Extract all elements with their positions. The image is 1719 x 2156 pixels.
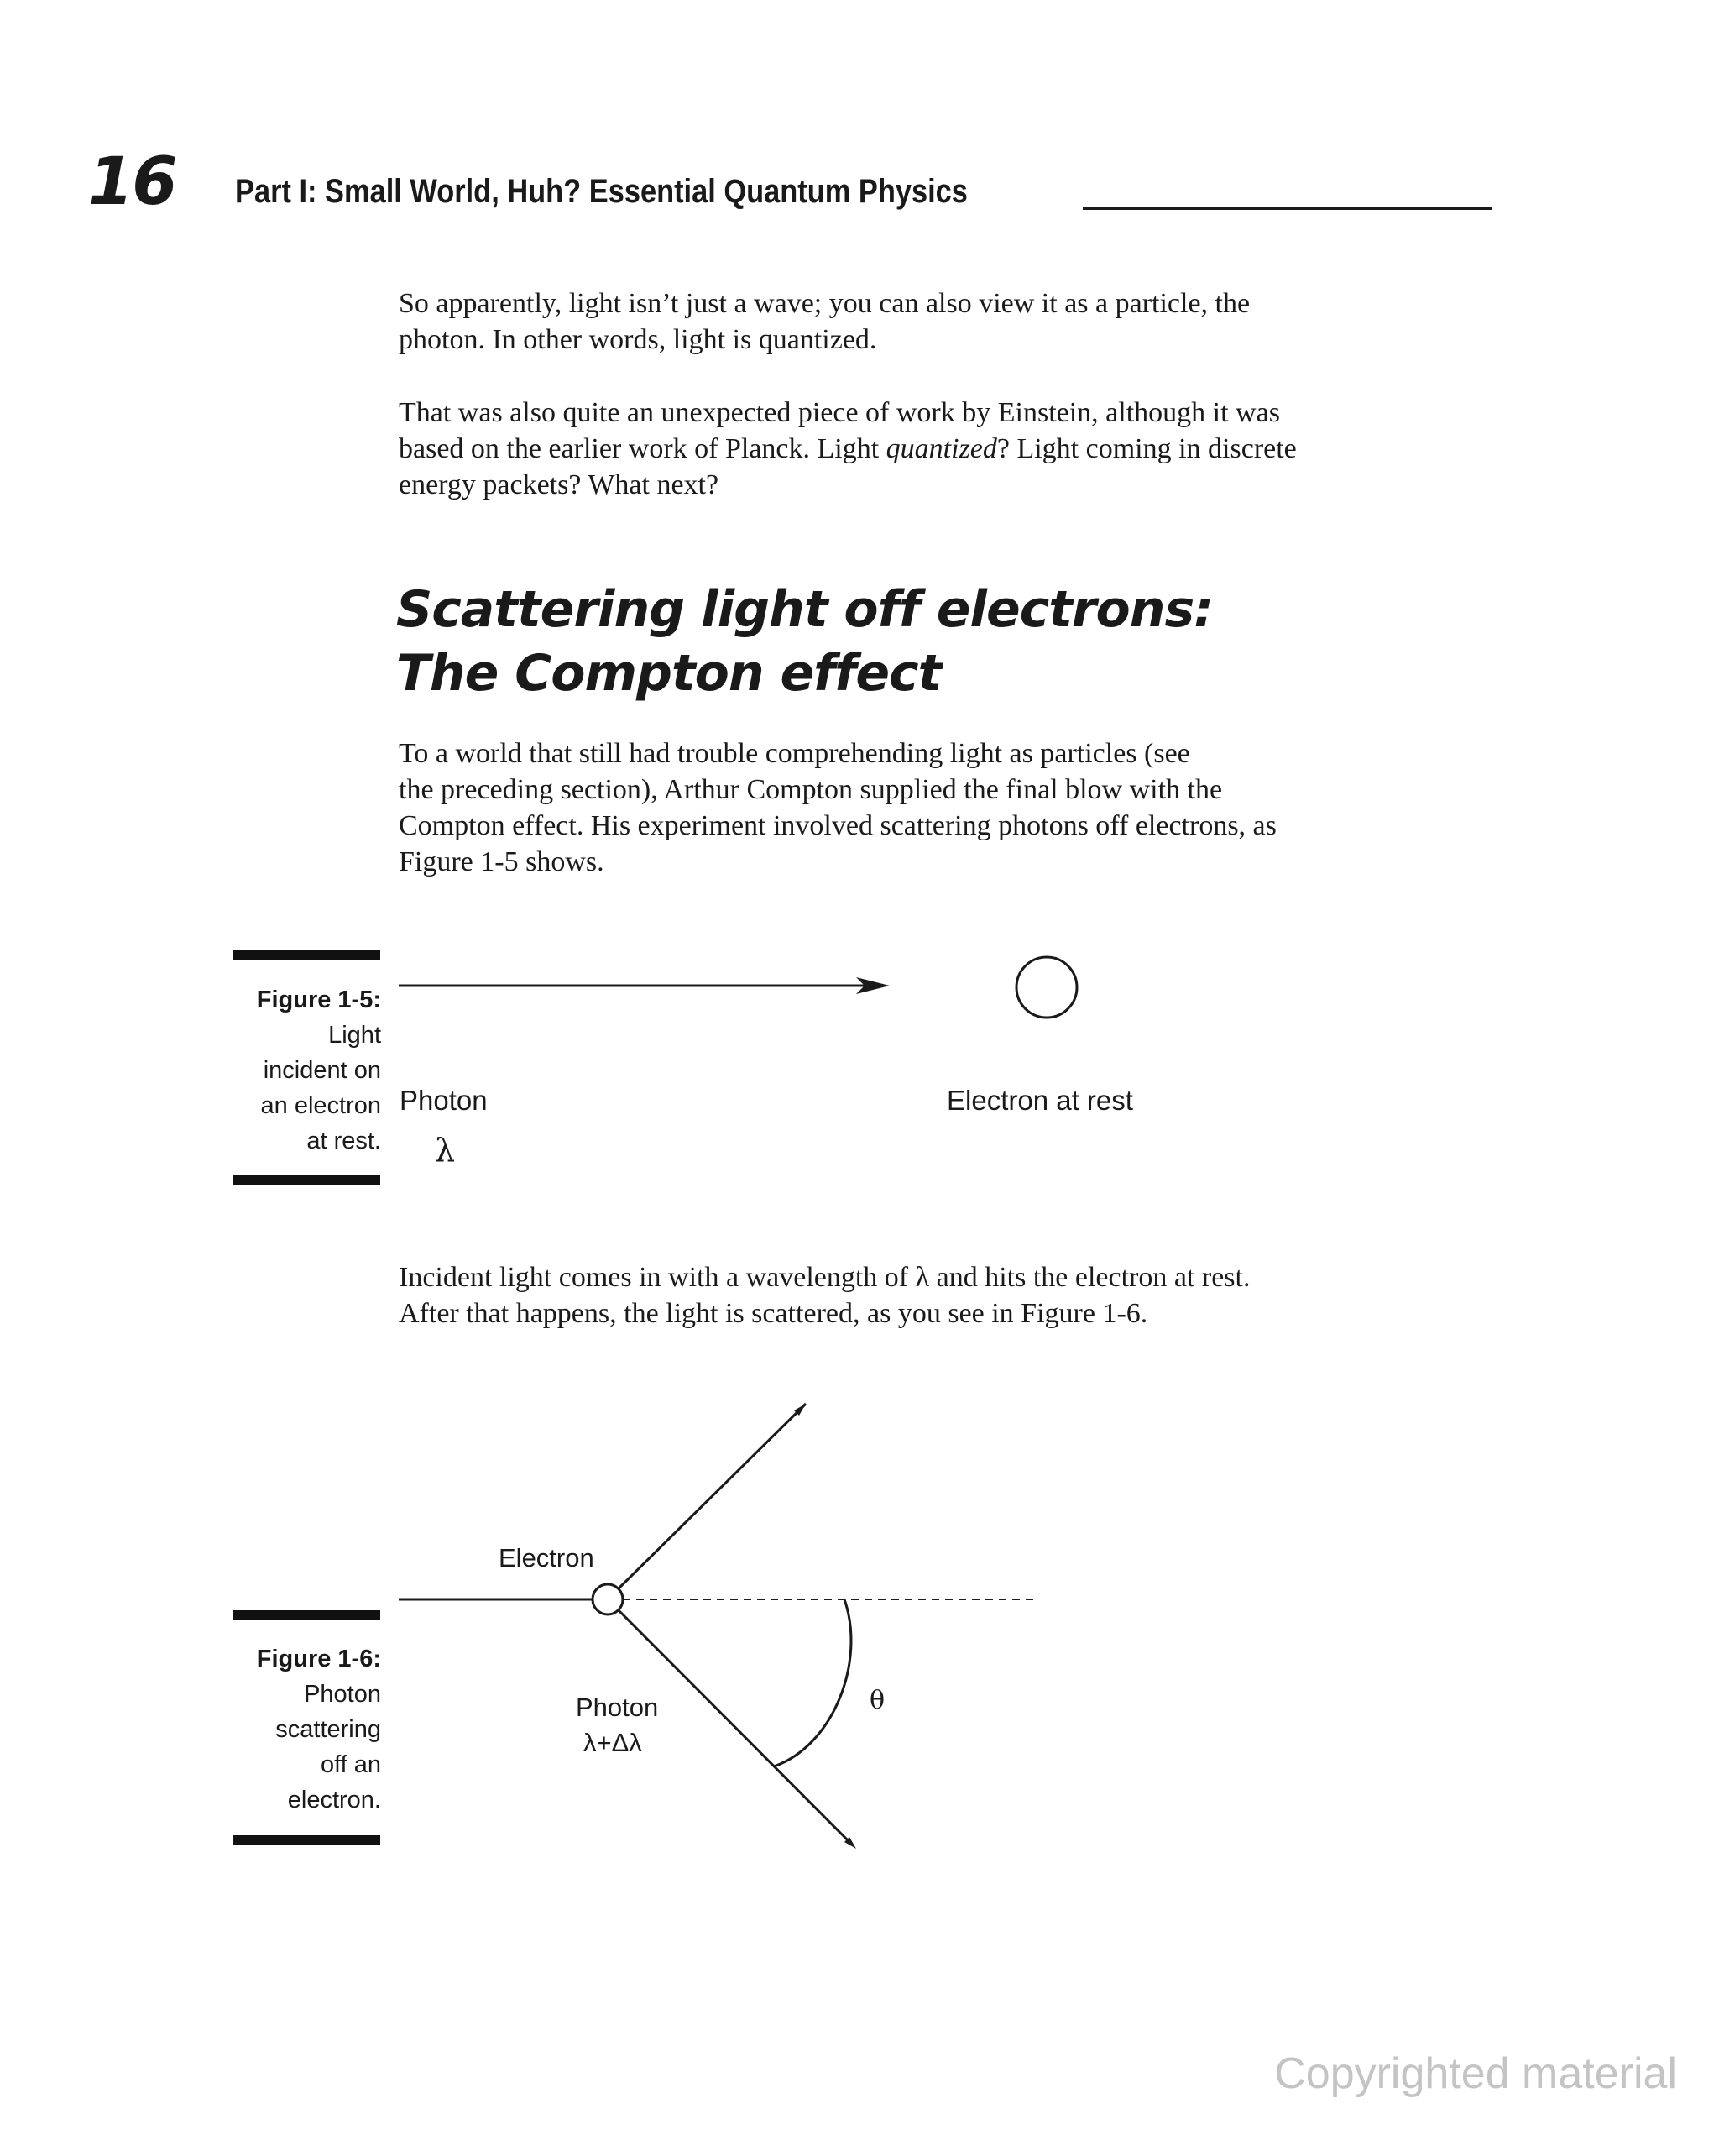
- paragraph-line: To a world that still had trouble comprehending light as particles (see: [399, 738, 1190, 769]
- scattered-photon-line: [619, 1610, 853, 1845]
- caption-line: electron.: [287, 1787, 381, 1813]
- running-head: Part I: Small World, Huh? Essential Quantum Physics: [235, 173, 968, 210]
- caption-line: off an: [320, 1751, 381, 1778]
- recoil-electron-line: [619, 1404, 806, 1588]
- paragraph-line: Incident light comes in with a wavelength of λ and hits the electron at rest.: [399, 1262, 1251, 1293]
- header-rule: [1083, 207, 1492, 210]
- caption-line: Photon: [304, 1681, 381, 1708]
- paragraph-2: [399, 395, 1507, 503]
- scattering-angle-arc: [774, 1599, 851, 1766]
- caption-line: Light: [328, 1022, 381, 1049]
- page-number: 16: [88, 144, 176, 220]
- section-heading-line: Scattering light off electrons:: [396, 580, 1214, 639]
- figure-1-5-label: Figure 1-5:: [256, 986, 381, 1013]
- paragraph-line: Compton effect. His experiment involved scattering photons off electrons, as: [399, 810, 1277, 841]
- paragraph-line: Figure 1-5 shows.: [399, 846, 604, 877]
- paragraph-line: That was also quite an unexpected piece of work by Einstein, although it was: [399, 397, 1280, 428]
- figure-1-6-diagram: [386, 1385, 1058, 1855]
- caption-line: incident on: [263, 1057, 381, 1084]
- text-run: based on the earlier work of Planck. Light: [399, 433, 886, 464]
- lambda-label: λ: [435, 1132, 456, 1169]
- paragraph-line: photon. In other words, light is quantized.: [399, 324, 877, 355]
- figure-1-5-diagram: [386, 940, 1142, 1033]
- paragraph-line: the preceding section), Arthur Compton supplied the final blow with the: [399, 774, 1223, 805]
- paragraph-line: energy packets? What next?: [399, 469, 719, 500]
- paragraph-1: [399, 285, 1507, 358]
- paragraph-line: After that happens, the light is scattered, as you see in Figure 1-6.: [399, 1298, 1148, 1329]
- paragraph-4: [399, 1259, 1507, 1332]
- caption-line: at rest.: [306, 1128, 381, 1154]
- section-heading-line: The Compton effect: [396, 644, 942, 703]
- figure-1-5-caption: [193, 982, 381, 1159]
- photon-label: Photon: [400, 1085, 488, 1116]
- figure-1-6-bottom-bar: [233, 1835, 380, 1845]
- electron-circle: [593, 1584, 623, 1614]
- text-run: ? Light coming in discrete: [996, 433, 1297, 464]
- figure-1-5-bottom-bar: [233, 1175, 380, 1185]
- section-heading: [396, 578, 1213, 705]
- wavelength-shift-label: λ+Δλ: [583, 1728, 642, 1757]
- theta-label: θ: [870, 1686, 886, 1715]
- photon-label: Photon: [576, 1693, 659, 1722]
- paragraph-line: So apparently, light isn’t just a wave; you can also view it as a particle, the: [399, 288, 1251, 319]
- electron-circle: [1016, 957, 1077, 1018]
- figure-1-6-top-bar: [233, 1610, 380, 1620]
- figure-1-6-label: Figure 1-6:: [256, 1646, 381, 1672]
- caption-line: an electron: [260, 1092, 381, 1119]
- figure-1-5-top-bar: [233, 950, 380, 960]
- emphasis-quantized: quantized: [886, 433, 997, 464]
- paragraph-3: [399, 735, 1507, 880]
- copyright-watermark: Copyrighted material: [1274, 2049, 1677, 2098]
- caption-line: scattering: [275, 1716, 381, 1743]
- paragraph-line: [399, 431, 1507, 467]
- figure-1-6-caption: [193, 1641, 381, 1818]
- electron-label: Electron: [499, 1543, 594, 1573]
- electron-at-rest-label: Electron at rest: [947, 1085, 1133, 1116]
